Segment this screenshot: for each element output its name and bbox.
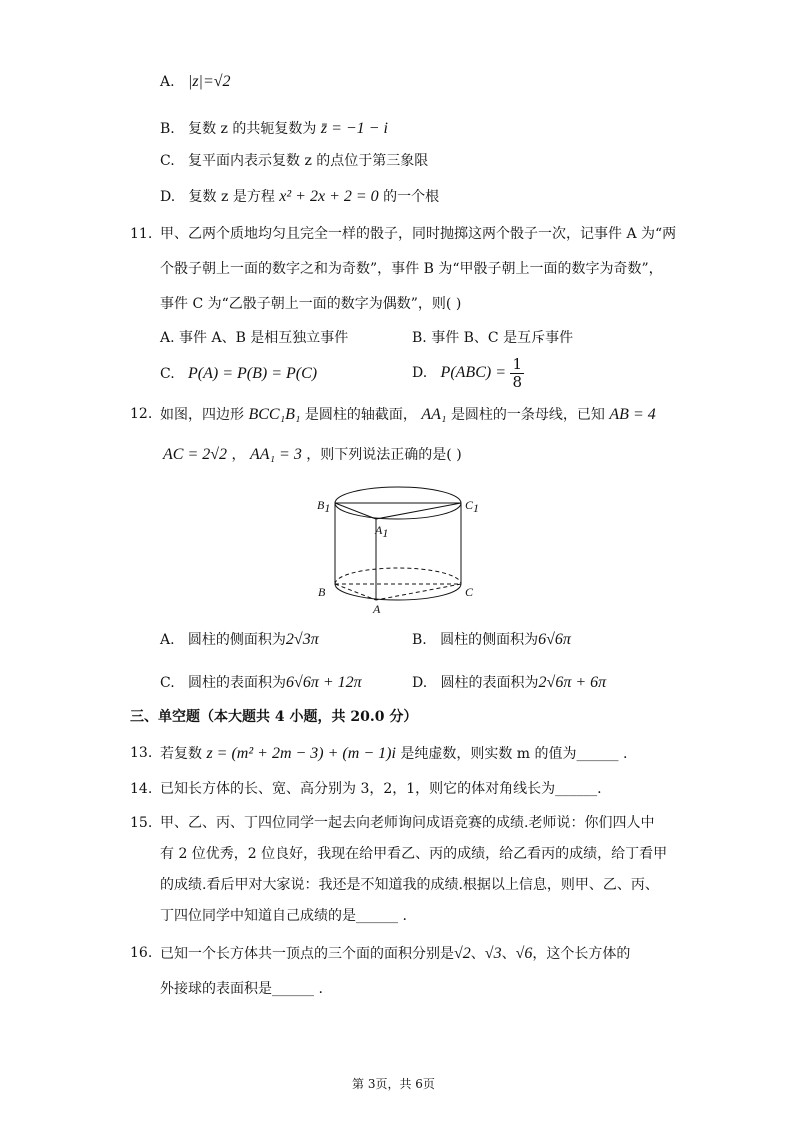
q12-number: 12.	[130, 406, 153, 422]
stem-math: z = (m² + 2m − 3) + (m − 1)i	[206, 745, 396, 762]
stem-math: AB = 4	[609, 406, 656, 423]
q15-stem-line3: 的成绩.看后甲对大家说：我还是不知道我的成绩.根据以上信息，则甲、乙、丙、	[160, 877, 659, 893]
stem-text: ，则下列说法正确的是( )	[306, 447, 462, 463]
stem-text: 如图，四边形	[160, 407, 244, 423]
fraction-numerator: 1	[512, 355, 522, 373]
stem-math: √2	[454, 945, 471, 962]
option-label: C.	[160, 366, 175, 382]
q11-number: 11.	[130, 226, 153, 242]
q11-stem-line1: 甲、乙两个质地均匀且完全一样的骰子，同时抛掷这两个骰子一次，记事件 A 为“两	[160, 226, 677, 242]
q10-option-c	[160, 154, 428, 168]
q15-number: 15.	[130, 815, 153, 831]
q10-option-b	[160, 121, 388, 137]
q15-stem-line2: 有 2 位优秀，2 位良好，我现在给甲看乙、丙的成绩，给乙看丙的成绩，给丁看甲	[160, 846, 668, 862]
option-label: A.	[160, 74, 175, 90]
q15-stem-line1: 甲、乙、丙、丁四位同学一起去向老师询问成语竞赛的成绩.老师说：你们四人中	[160, 815, 655, 831]
option-text: 复数 z 是方程	[188, 189, 275, 205]
label-b1: B1	[317, 498, 331, 515]
q11-option-c	[160, 366, 317, 382]
option-label: D.	[412, 675, 428, 691]
page-number-footer: 第 3页，共 6页	[352, 1077, 435, 1091]
stem-text: 若复数	[160, 746, 202, 762]
q11-stem-line2: 个骰子朝上一面的数字之和为奇数”，事件 B 为“甲骰子朝上一面的数字为奇数”，	[160, 261, 663, 277]
option-text: 圆柱的表面积为	[188, 675, 287, 691]
separator: 、	[501, 946, 516, 962]
option-text: 复数 z 的共轭复数为	[188, 121, 317, 137]
stem-math: AA₁	[421, 406, 447, 423]
q14-stem: 已知长方体的长、宽、高分别为 3，2，1，则它的体对角线长为______.	[160, 781, 602, 797]
separator: 、	[470, 946, 485, 962]
q12-option-a	[160, 632, 319, 648]
label-a1: A1	[375, 523, 389, 540]
stem-text: 是圆柱的一条母线，已知	[450, 407, 605, 423]
stem-text: 是纯虚数，则实数 m 的值为______ .	[400, 746, 628, 762]
q16-stem-line2: 外接球的表面积是______ .	[160, 981, 323, 997]
option-label: B.	[412, 632, 427, 648]
q12-option-b	[412, 632, 571, 648]
q16-number: 16.	[130, 945, 153, 961]
label-c1: C1	[465, 498, 480, 515]
bottom-ellipse-front	[335, 584, 461, 600]
stem-text: 是圆柱的轴截面，	[304, 407, 417, 423]
stem-math: BCC₁B₁	[248, 406, 301, 423]
bottom-ellipse-back	[335, 568, 461, 584]
label-a: A	[373, 602, 381, 615]
segment-ba	[335, 584, 376, 600]
q11-option-d	[412, 356, 524, 390]
option-label: B.	[160, 121, 175, 137]
label-c: C	[465, 585, 474, 599]
stem-math: √3	[484, 945, 502, 962]
fraction-denominator: 8	[512, 372, 522, 391]
q11-stem-line3: 事件 C 为“乙骰子朝上一面的数字为偶数”，则( )	[160, 296, 462, 312]
stem-math: AC = 2√2	[163, 446, 228, 463]
option-math: P(A) = P(B) = P(C)	[188, 365, 318, 382]
option-math: 2√6π + 6π	[538, 674, 607, 691]
option-math: 2√3π	[285, 631, 319, 648]
q12-stem-line2: AC = 2√2 ， AA₁ = 3 ，则下列说法正确的是( )	[163, 446, 462, 463]
q15-stem-line4: 丁四位同学中知道自己成绩的是______ .	[160, 908, 407, 924]
q11-option-b: B. 事件 B、C 是互斥事件	[412, 330, 574, 346]
q10-option-d	[160, 189, 439, 205]
stem-text: 已知一个长方体共一顶点的三个面的面积分别是	[160, 946, 454, 962]
segment-b1a1	[335, 503, 376, 519]
option-text: 圆柱的侧面积为	[440, 632, 539, 648]
option-math: |z|=√2	[187, 73, 231, 90]
q13-number: 13.	[130, 745, 153, 761]
q12-option-c	[160, 675, 362, 691]
fraction	[510, 356, 524, 390]
q12-stem-line1	[160, 407, 656, 423]
option-text: 的一个根	[383, 189, 440, 205]
option-label: C.	[160, 153, 175, 169]
option-math: z̄ = −1 − i	[320, 120, 388, 137]
option-label: C.	[160, 675, 175, 691]
q16-stem-line1	[160, 946, 630, 962]
option-text: 复平面内表示复数 z 的点位于第三象限	[188, 153, 429, 169]
q12-option-d	[412, 675, 606, 691]
option-math: 6√6π + 12π	[286, 674, 362, 691]
option-math: 6√6π	[538, 631, 571, 648]
q10-option-a	[160, 74, 231, 90]
label-b: B	[318, 585, 326, 599]
q11-option-a: A. 事件 A、B 是相互独立事件	[160, 330, 349, 346]
stem-math: √6	[515, 945, 533, 962]
cylinder-figure	[305, 480, 495, 615]
option-math: P(ABC) =	[440, 364, 506, 381]
option-label: D.	[160, 189, 176, 205]
option-math: x² + 2x + 2 = 0	[279, 188, 379, 205]
stem-text: ，这个长方体的	[532, 946, 631, 962]
segment-ca	[376, 584, 461, 600]
q14-number: 14.	[130, 781, 153, 797]
q13-stem	[160, 746, 627, 762]
option-label: A.	[160, 632, 175, 648]
segment-c1a1	[376, 503, 461, 519]
option-text: 圆柱的侧面积为	[187, 632, 286, 648]
option-text: 圆柱的表面积为	[440, 675, 539, 691]
stem-math: AA₁ = 3	[249, 446, 302, 463]
option-label: D.	[412, 365, 428, 381]
section-heading: 三、单空题（本大题共 4 小题，共 20.0 分）	[130, 709, 418, 725]
